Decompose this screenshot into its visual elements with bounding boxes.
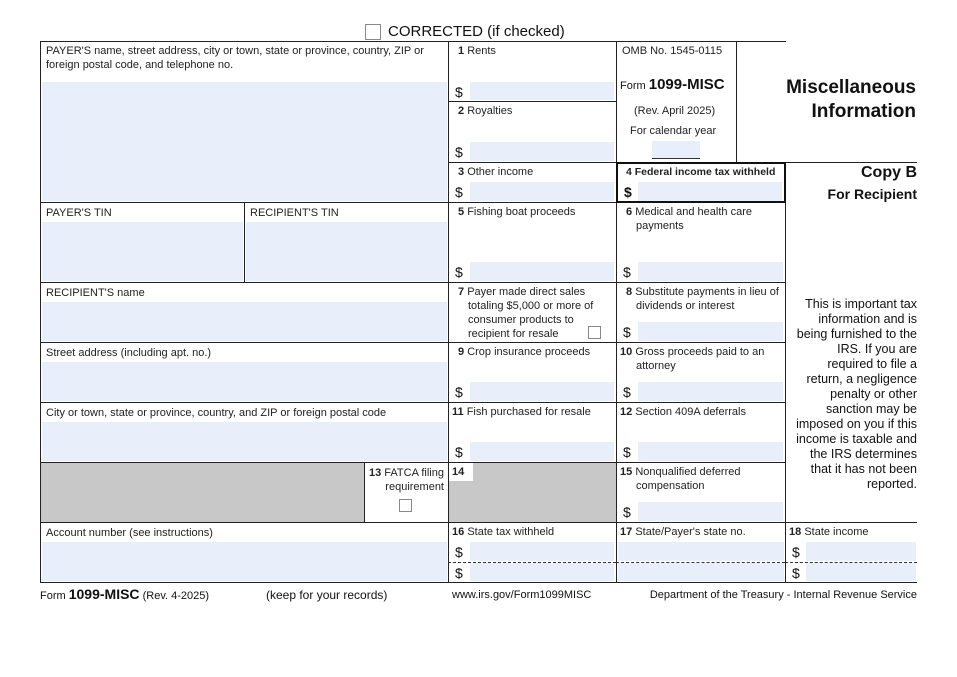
divider-header-right xyxy=(736,41,737,163)
divider-row8 xyxy=(448,522,917,523)
box17-input-2[interactable] xyxy=(618,563,784,581)
calendar-year-input[interactable] xyxy=(652,141,700,159)
box18-num: 18 xyxy=(789,526,802,538)
box5-text: Fishing boat proceeds xyxy=(467,206,576,218)
form-id xyxy=(620,76,725,93)
box3-input[interactable] xyxy=(470,182,614,201)
box15-text: Nonqualified deferred compensation xyxy=(635,466,741,492)
box12-label xyxy=(620,405,746,419)
box4-dollar: $ xyxy=(624,184,632,200)
box7-text: Payer made direct sales totaling $5,000 or more of consumer products to recipient for resale xyxy=(467,286,594,340)
city-label: City or town, state or province, country, and ZIP or foreign postal code xyxy=(46,407,387,419)
box16-label xyxy=(452,525,554,539)
divider-row5 xyxy=(448,342,785,343)
box15-label xyxy=(620,465,786,493)
box16-input-2[interactable] xyxy=(470,563,614,581)
box8-dollar: $ xyxy=(623,324,631,340)
box10-dollar: $ xyxy=(623,384,631,400)
box14-label xyxy=(452,465,464,479)
box2-dollar: $ xyxy=(455,144,463,160)
box1-label xyxy=(458,44,496,58)
footer-rev: (Rev. 4-2025) xyxy=(142,590,210,602)
for-recipient-label: For Recipient xyxy=(827,186,917,202)
divider-after-street xyxy=(40,402,448,403)
box2-label xyxy=(458,104,512,118)
payer-input[interactable] xyxy=(42,82,447,201)
box6-label xyxy=(626,205,786,233)
box9-input[interactable] xyxy=(470,382,614,401)
title-line2: Information xyxy=(811,101,916,122)
box7-num: 7 xyxy=(458,286,465,298)
footer-form-id xyxy=(40,586,209,602)
box11-text: Fish purchased for resale xyxy=(466,406,591,418)
box10-text: Gross proceeds paid to an attorney xyxy=(635,346,765,372)
box18-dollar-2: $ xyxy=(792,565,800,581)
box8-num: 8 xyxy=(626,286,633,298)
box3-text: Other income xyxy=(467,166,534,178)
divider-tins xyxy=(244,202,245,282)
box1-input[interactable] xyxy=(470,82,614,100)
copy-b-label: Copy B xyxy=(861,164,917,181)
box8-input[interactable] xyxy=(638,322,783,341)
form-top-border xyxy=(40,41,786,42)
corrected-label: CORRECTED (if checked) xyxy=(388,23,565,40)
title-line1: Miscellaneous xyxy=(786,77,916,98)
box14-num: 14 xyxy=(452,466,465,478)
divider-after-fatca xyxy=(40,522,448,523)
box12-text: Section 409A deferrals xyxy=(635,406,746,418)
footer-keep: (keep for your records) xyxy=(266,588,388,602)
divider-after-tins xyxy=(40,282,448,283)
box17-label xyxy=(620,525,746,539)
box15-input[interactable] xyxy=(638,502,783,521)
box4-input[interactable] xyxy=(638,182,782,201)
form-title xyxy=(760,76,916,124)
box10-num: 10 xyxy=(620,346,633,358)
box18-label xyxy=(789,525,869,539)
box17-num: 17 xyxy=(620,526,633,538)
street-input[interactable] xyxy=(42,362,447,401)
box17-text: State/Payer's state no. xyxy=(635,526,746,538)
recipient-name-label: RECIPIENT'S name xyxy=(46,287,145,299)
divider-fatca xyxy=(364,462,365,522)
box6-dollar: $ xyxy=(623,264,631,280)
box2-input[interactable] xyxy=(470,142,614,161)
divider-boxes-mid xyxy=(616,41,617,583)
form-name: 1099-MISC xyxy=(648,76,725,93)
box5-num: 5 xyxy=(458,206,465,218)
divider-b2 xyxy=(448,162,616,163)
box18-input-2[interactable] xyxy=(806,563,916,581)
box12-dollar: $ xyxy=(623,444,631,460)
shaded-area-left xyxy=(41,463,364,522)
divider-row6 xyxy=(448,402,785,403)
box16-text: State tax withheld xyxy=(467,526,555,538)
box2-num: 2 xyxy=(458,105,465,117)
divider-row4 xyxy=(448,282,785,283)
footer-dept: Department of the Treasury - Internal Revenue Service xyxy=(649,589,917,601)
box16-dollar-1: $ xyxy=(455,544,463,560)
box1-num: 1 xyxy=(458,45,465,57)
box7-checkbox[interactable] xyxy=(588,326,601,339)
payer-label: PAYER'S name, street address, city or town, state or province, country, ZIP or foreign postal code, and telephone no. xyxy=(46,45,424,71)
box2-text: Royalties xyxy=(467,105,513,117)
box10-input[interactable] xyxy=(638,382,783,401)
box15-num: 15 xyxy=(620,466,633,478)
recipient-tin-input[interactable] xyxy=(246,222,447,281)
box18-input-1[interactable] xyxy=(806,542,916,561)
footer-form-prefix: Form xyxy=(40,590,66,602)
box17-input-1[interactable] xyxy=(618,542,784,561)
box14-shaded xyxy=(449,463,616,522)
box5-input[interactable] xyxy=(470,262,614,281)
box8-label xyxy=(626,285,790,313)
form-prefix: Form xyxy=(620,80,646,92)
box9-dollar: $ xyxy=(455,384,463,400)
box12-num: 12 xyxy=(620,406,633,418)
box5-dollar: $ xyxy=(455,264,463,280)
box11-dollar: $ xyxy=(455,444,463,460)
box10-label xyxy=(620,345,796,373)
form-revision: (Rev. April 2025) xyxy=(634,105,716,117)
calendar-year-label: For calendar year xyxy=(630,125,717,137)
box12-input[interactable] xyxy=(638,442,783,461)
box4-num: 4 xyxy=(626,166,632,178)
fatca-num: 13 xyxy=(368,467,382,479)
omb-number: OMB No. 1545-0115 xyxy=(622,45,723,57)
box18-dollar-1: $ xyxy=(792,544,800,560)
box18-text: State income xyxy=(804,526,869,538)
fatca-text: FATCA filing requirement xyxy=(384,467,444,493)
box11-num: 11 xyxy=(452,406,464,418)
box3-num: 3 xyxy=(458,166,465,178)
box9-label xyxy=(458,345,590,359)
footer-url[interactable]: www.irs.gov/Form1099MISC xyxy=(452,589,592,601)
box3-label xyxy=(458,165,533,179)
corrected-checkbox[interactable] xyxy=(365,24,381,40)
street-label: Street address (including apt. no.) xyxy=(46,347,212,359)
box1-dollar: $ xyxy=(455,84,463,100)
box11-input[interactable] xyxy=(470,442,614,461)
box9-text: Crop insurance proceeds xyxy=(467,346,591,358)
fatca-label xyxy=(366,466,444,494)
box6-text: Medical and health care payments xyxy=(635,206,752,232)
box6-input[interactable] xyxy=(638,262,783,281)
divider-after-recipient xyxy=(40,342,448,343)
footer-form-name: 1099-MISC xyxy=(68,586,140,602)
box16-input-1[interactable] xyxy=(470,542,614,561)
box6-num: 6 xyxy=(626,206,633,218)
box4-text: Federal income tax withheld xyxy=(634,166,776,178)
box9-num: 9 xyxy=(458,346,465,358)
box16-num: 16 xyxy=(452,526,465,538)
fatca-checkbox[interactable] xyxy=(399,499,412,512)
payer-tin-input[interactable] xyxy=(42,222,243,281)
box4-label xyxy=(626,165,775,179)
payer-tin-label: PAYER'S TIN xyxy=(46,207,112,219)
divider-b1 xyxy=(448,101,616,102)
box8-text: Substitute payments in lieu of dividends or interest xyxy=(635,286,779,312)
divider-after-payer xyxy=(40,202,448,203)
recipient-tin-label: RECIPIENT'S TIN xyxy=(250,207,339,219)
box15-dollar: $ xyxy=(623,504,631,520)
account-label: Account number (see instructions) xyxy=(46,527,213,539)
box5-label xyxy=(458,205,575,219)
recipient-name-input[interactable] xyxy=(42,302,447,341)
city-input[interactable] xyxy=(42,422,447,461)
box11-label xyxy=(452,405,591,419)
box16-dollar-2: $ xyxy=(455,565,463,581)
divider-right-top xyxy=(785,162,917,163)
box1-text: Rents xyxy=(467,45,496,57)
account-input[interactable] xyxy=(42,542,447,581)
notice-text: This is important tax information and is being furnished to the IRS. If you are required to file a return, a negligence penalty or other sanction may be imposed on you if this income is taxable and the IRS determines that it has not been reported. xyxy=(796,297,917,491)
box3-dollar: $ xyxy=(455,184,463,200)
